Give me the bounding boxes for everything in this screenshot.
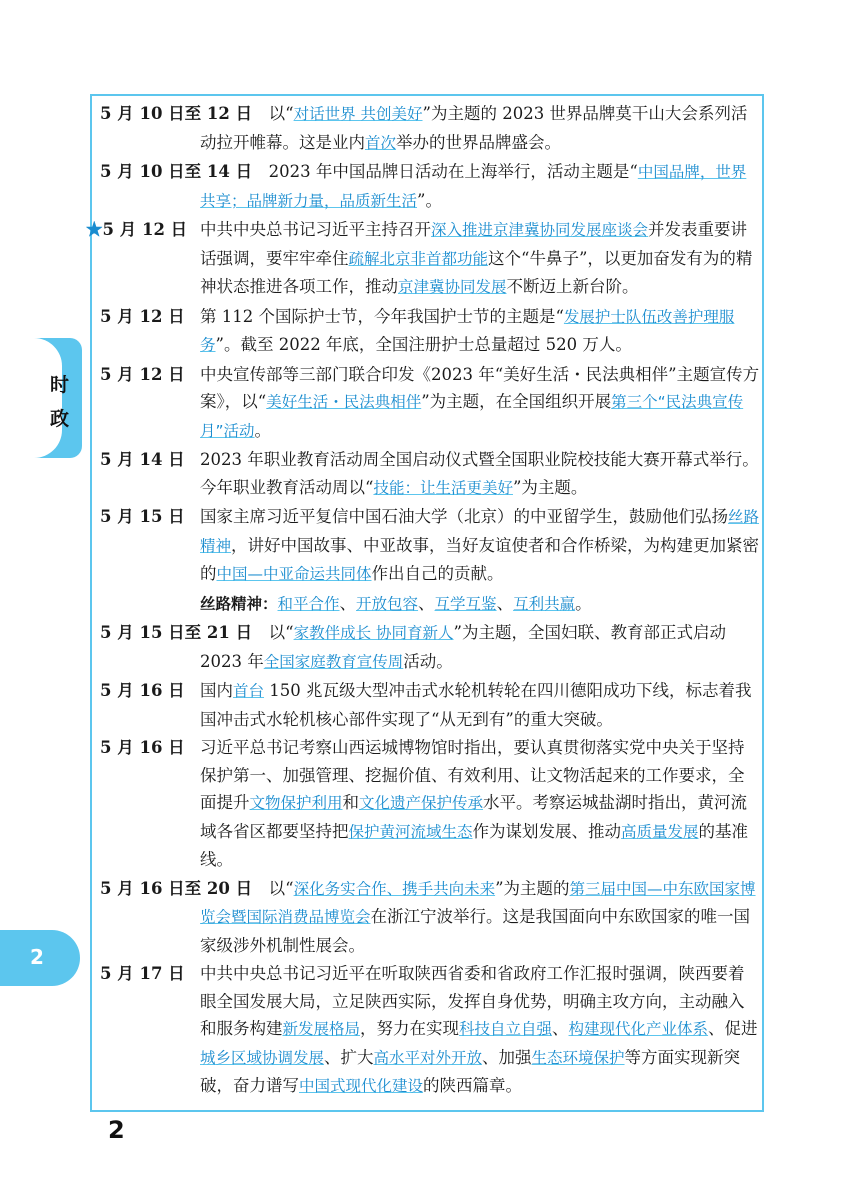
entry-body <box>200 738 748 869</box>
news-list <box>86 100 760 1102</box>
entry-text: ”。 <box>417 190 442 210</box>
chapter-number: 2 <box>30 945 44 969</box>
entry-text: 举办的世界品牌盛会。 <box>396 132 562 152</box>
entry-text: 水平。考察运城盐湖时指出，黄河流域各省区都要坚持把 <box>200 793 748 841</box>
entry-date: 5 月 14 日 <box>100 450 185 469</box>
entry-text: 活动。 <box>403 651 453 671</box>
entry-text: ”。截至 2022 年底，全国注册护士总量超过 520 万人。 <box>215 335 632 354</box>
entry-date: 5 月 12 日 <box>100 306 185 326</box>
highlighted-term: 美好生活・民法典相伴 <box>266 393 422 411</box>
highlighted-term: 文物保护利用 <box>249 794 343 812</box>
entry-body <box>200 450 759 497</box>
entry-text: 国内 <box>200 681 233 700</box>
entry-text: 150 兆瓦级大型冲击式水轮机转轮在四川德阳成功下线，标志着我国冲击式水轮机核心部件实现了“从无到有”的重大突破。 <box>200 681 752 729</box>
highlighted-term: 城乡区域协调发展 <box>200 1048 325 1067</box>
highlighted-term: 新发展格局 <box>282 1020 361 1038</box>
highlighted-term: 疏解北京非首都功能 <box>348 249 489 268</box>
news-entry <box>100 677 760 733</box>
entry-text: 、 <box>339 593 357 613</box>
highlighted-term: 深化务实合作、携手共向未来 <box>293 879 496 898</box>
entry-text: 作为谋划发展、推动 <box>472 821 622 841</box>
highlighted-term: 首次 <box>365 133 397 152</box>
entry-date: 5 月 15 日至 21 日 <box>100 623 253 642</box>
news-entry <box>100 446 760 502</box>
entry-text: 。 <box>254 420 272 440</box>
news-entry <box>86 216 760 302</box>
entry-text: 2023 年职业教育活动周全国启动仪式暨全国职业院校技能大赛开幕式举行。今年职业教育活动周以“ <box>200 450 759 497</box>
section-tab-char-1: 时 <box>50 374 70 396</box>
entry-date: 5 月 15 日 <box>100 507 185 526</box>
highlighted-term: 互利共赢 <box>513 594 576 613</box>
entry-text: 、加强 <box>482 1047 532 1067</box>
entry-date: 5 月 12 日 <box>100 364 185 384</box>
highlighted-term: 中国式现代化建设 <box>299 1077 424 1095</box>
entry-text: ”为主题的 2023 世界品牌莫干山大会系列活动拉开帷幕。这是业内 <box>200 104 748 152</box>
entry-body <box>200 681 752 729</box>
entry-body <box>200 307 734 355</box>
highlighted-term: 保护黄河流域生态 <box>348 822 473 841</box>
entry-text: ，努力在实现 <box>360 1019 460 1038</box>
entry-text: 、 <box>496 593 514 613</box>
entry-body <box>200 104 747 152</box>
highlighted-term: 生态环境保护 <box>531 1048 625 1067</box>
entry-text: 习近平总书记考察山西运城博物馆时指出，要认真贯彻落实党中央关于坚持保护第一、加强管理、挖掘价值、有效利用、让文物活起来的工作要求，全面提升 <box>200 738 745 812</box>
section-tab-char-2: 政 <box>50 408 70 430</box>
entry-text: ”为主题。 <box>512 477 588 497</box>
note-label: 丝路精神： <box>200 594 278 613</box>
highlighted-term: 第三届中国—中东欧国家博览会暨国际消费品博览会 <box>200 879 756 926</box>
entry-text: 在浙江宁波举行。这是我国面向中东欧国家的唯一国家级涉外机制性展会。 <box>200 907 751 955</box>
news-entry <box>100 100 760 157</box>
entry-date: 5 月 10 日至 14 日 <box>100 162 253 181</box>
entry-text: 中共中央总书记习近平在听取陕西省委和省政府工作汇报时强调，陕西要着眼全国发展大局，立足陕西实际，发挥自身优势，明确主攻方向，主动融入和服务构建 <box>200 964 745 1038</box>
entry-text: 、 <box>552 1019 569 1038</box>
entry-text: 以“ <box>268 623 294 642</box>
news-entry <box>100 960 760 1101</box>
highlighted-term: 中国品牌，世界共享；品牌新力量，品质新生活 <box>200 163 747 210</box>
section-tab <box>0 338 82 458</box>
news-entry <box>100 158 760 215</box>
entry-text: 国家主席习近平复信中国石油大学（北京）的中亚留学生，鼓励他们弘扬 <box>200 507 728 526</box>
entry-text: 的基准线。 <box>200 821 749 869</box>
news-entry <box>100 503 760 589</box>
highlighted-term: 文化遗产保护传承 <box>359 794 484 812</box>
news-entry <box>100 361 760 446</box>
entry-text: 这个“牛鼻子”，以更加奋发有为的精神状态推进各项工作，推动 <box>200 248 753 296</box>
entry-text: 和 <box>342 793 360 812</box>
highlighted-term: 构建现代化产业体系 <box>568 1020 709 1038</box>
entry-date: ★5 月 12 日 <box>86 220 188 239</box>
entry-date: 5 月 16 日至 20 日 <box>100 878 253 898</box>
entry-note <box>100 590 760 619</box>
entry-text: 中央宣传部等三部门联合印发《2023 年“美好生活・民法典相伴”主题宣传方案》，以“ <box>200 364 760 411</box>
entry-text: 中共中央总书记习近平主持召开 <box>200 220 431 239</box>
entry-body <box>200 162 746 210</box>
news-entry <box>100 875 760 960</box>
highlighted-term: 家教伴成长 协同育新人 <box>293 624 454 642</box>
highlighted-term: 技能：让生活更美好 <box>373 478 513 497</box>
entry-text: ”为主题，全国妇联、教育部正式启动 2023 年 <box>200 623 726 671</box>
page-number: 2 <box>108 1116 125 1144</box>
highlighted-term: 科技自立自强 <box>459 1020 553 1038</box>
entry-text: 以“ <box>268 878 294 898</box>
chapter-tab <box>0 930 80 986</box>
news-entry <box>100 734 760 874</box>
entry-text: ”为主题的 <box>495 878 570 898</box>
highlighted-term: 互学互鉴 <box>434 594 497 613</box>
star-icon: ★ <box>86 220 103 239</box>
entry-date: 5 月 16 日 <box>100 681 185 700</box>
highlighted-term: 发展护士队伍改善护理服务 <box>200 307 735 354</box>
highlighted-term: 深入推进京津冀协同发展座谈会 <box>431 221 649 239</box>
entry-text: 2023 年中国品牌日活动在上海举行，活动主题是“ <box>268 162 638 181</box>
entry-text: 的陕西篇章。 <box>423 1076 523 1095</box>
entry-text: 并发表重要讲话强调，要牢牢牵住 <box>200 220 748 268</box>
entry-text: ”为主题，在全国组织开展 <box>421 392 612 411</box>
highlighted-term: 高水平对外开放 <box>373 1048 483 1067</box>
entry-text: 、促进 <box>708 1019 758 1038</box>
highlighted-term: 对话世界 共创美好 <box>293 105 423 123</box>
entry-text: 、 <box>418 593 435 613</box>
entry-body <box>200 507 759 583</box>
highlighted-term: 中国—中亚命运共同体 <box>216 565 372 583</box>
entry-body <box>200 220 752 296</box>
entry-text: 、扩大 <box>324 1047 374 1067</box>
entry-date: 5 月 10 日至 12 日 <box>100 104 253 123</box>
news-entry <box>100 303 760 360</box>
entry-text: 等方面实现新突破，奋力谱写 <box>200 1047 741 1095</box>
entry-body <box>200 623 726 671</box>
news-entry <box>100 619 760 676</box>
highlighted-term: 高质量发展 <box>621 822 699 841</box>
entry-text: 作出自己的贡献。 <box>371 564 504 583</box>
highlighted-term: 首台 <box>233 682 265 700</box>
highlighted-term: 京津冀协同发展 <box>398 278 507 296</box>
highlighted-term: 和平合作 <box>277 594 340 613</box>
entry-body <box>200 964 758 1095</box>
highlighted-term: 开放包容 <box>356 594 419 613</box>
highlighted-term: 第三个“民法典宣传月”活动 <box>200 393 744 440</box>
highlighted-term: 丝路精神 <box>200 508 760 555</box>
entry-text: 。 <box>575 593 592 613</box>
highlighted-term: 全国家庭教育宣传周 <box>263 652 404 671</box>
entry-body <box>200 365 759 440</box>
entry-date: 5 月 16 日 <box>100 738 185 757</box>
entry-date: 5 月 17 日 <box>100 964 185 983</box>
entry-text: 以“ <box>268 104 294 123</box>
entry-text: ，讲好中国故事、中亚故事，当好友谊使者和合作桥梁，为构建更加紧密的 <box>200 535 760 583</box>
entry-body <box>200 879 756 955</box>
entry-text: 第 112 个国际护士节，今年我国护士节的主题是“ <box>200 306 564 326</box>
entry-text: 不断迈上新台阶。 <box>506 277 639 296</box>
